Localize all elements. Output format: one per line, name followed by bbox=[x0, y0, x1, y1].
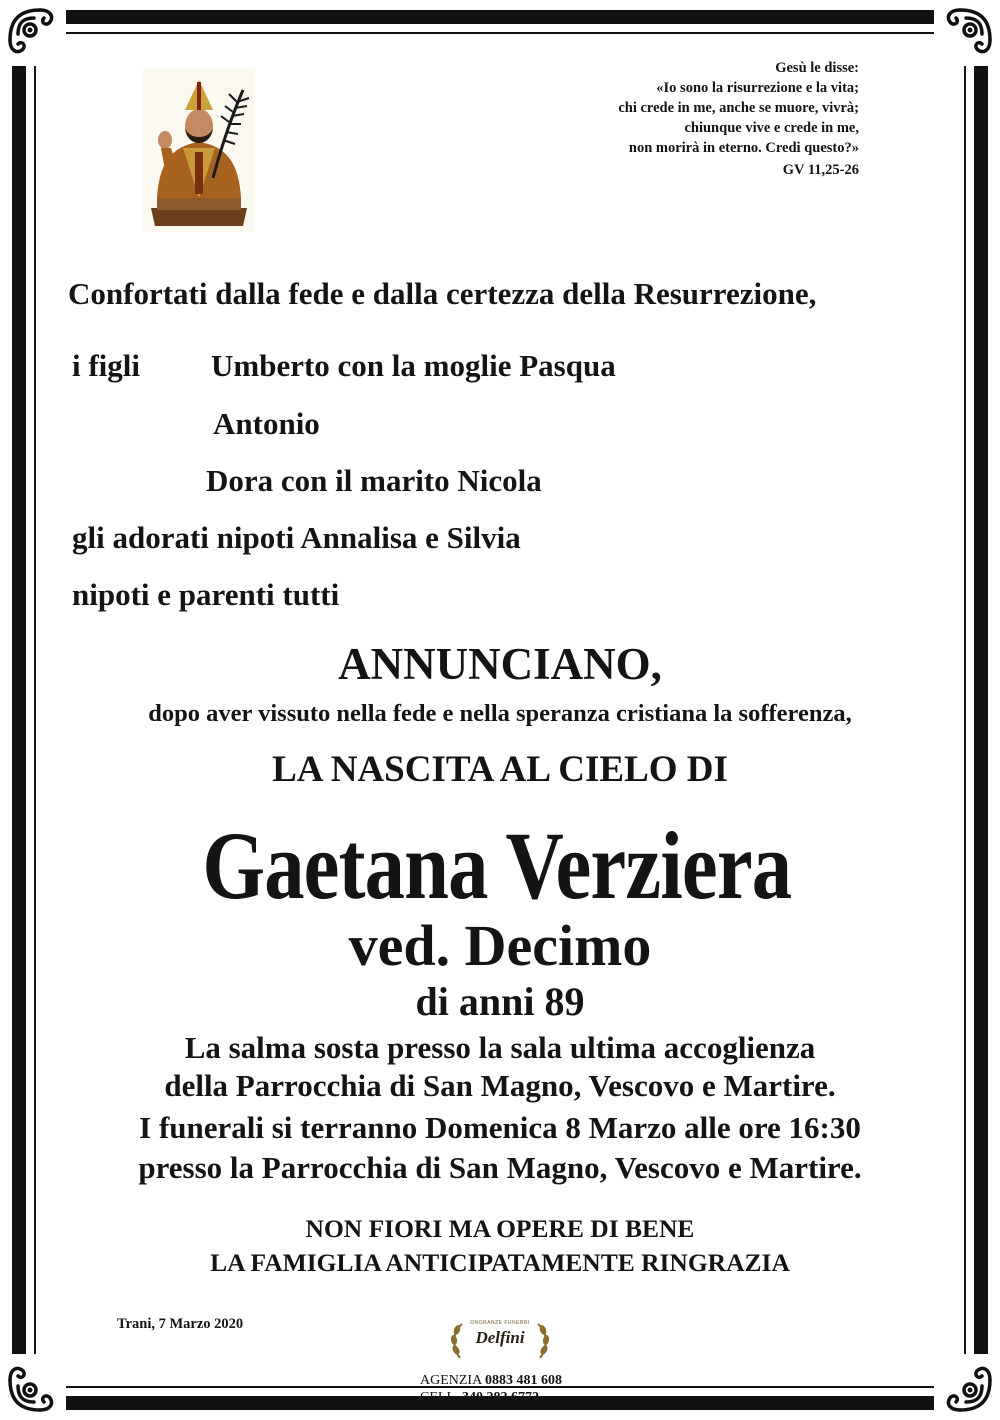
agency-label: AGENZIA bbox=[420, 1373, 482, 1388]
family-member: nipoti e parenti tutti bbox=[72, 577, 340, 612]
flourish-corner-icon bbox=[934, 1354, 1000, 1420]
cell-phone: 340 282 6772 bbox=[462, 1390, 539, 1405]
subheading-line: dopo aver vissuto nella fede e nella speranza cristiana la sofferenza, bbox=[148, 700, 852, 727]
deceased-name: Gaetana Verziera bbox=[202, 812, 792, 919]
quote-line: «Io sono la risurrezione e la vita; bbox=[656, 80, 859, 96]
flourish-corner-icon bbox=[934, 0, 1000, 66]
flourish-corner-icon bbox=[0, 0, 66, 66]
closing-line: LA FAMIGLIA ANTICIPATAMENTE RINGRAZIA bbox=[210, 1248, 790, 1277]
family-member: Dora con il marito Nicola bbox=[206, 463, 542, 498]
closing-line: NON FIORI MA OPERE DI BENE bbox=[305, 1214, 695, 1243]
quote-line: Gesù le disse: bbox=[775, 60, 859, 76]
quote-reference: GV 11,25-26 bbox=[782, 162, 859, 178]
info-line: La salma sosta presso la sala ultima accoglienza bbox=[184, 1030, 816, 1065]
flourish-corner-icon bbox=[0, 1354, 66, 1420]
widow-of: ved. Decimo bbox=[348, 913, 652, 978]
saint-bust-image bbox=[143, 68, 255, 232]
age-line: di anni 89 bbox=[415, 979, 585, 1024]
quote-line: chiunque vive e crede in me, bbox=[684, 120, 859, 136]
annunciano-heading: ANNUNCIANO, bbox=[338, 639, 662, 689]
info-line: della Parrocchia di San Magno, Vescovo e Martire. bbox=[164, 1068, 836, 1103]
quote-line: chi crede in me, anche se muore, vivrà; bbox=[618, 100, 859, 116]
cell-line bbox=[420, 1389, 562, 1406]
cell-label: CELL. bbox=[420, 1390, 459, 1405]
logo-name: Delfini bbox=[475, 1328, 525, 1347]
family-member: Antonio bbox=[213, 406, 320, 441]
place-date: Trani, 7 Marzo 2020 bbox=[117, 1316, 244, 1332]
agency-contacts bbox=[420, 1372, 562, 1406]
nascita-heading: LA NASCITA AL CIELO DI bbox=[272, 749, 728, 790]
quote-line: non morirà in eterno. Credi questo?» bbox=[628, 140, 859, 156]
family-member: gli adorati nipoti Annalisa e Silvia bbox=[72, 520, 521, 555]
logo-subtitle: ONORANZE FUNEBRI bbox=[470, 1320, 530, 1326]
info-line: presso la Parrocchia di San Magno, Vescovo e Martire. bbox=[138, 1150, 862, 1185]
gospel-quote bbox=[559, 58, 859, 180]
figli-label: i figli bbox=[72, 348, 141, 383]
family-member: Umberto con la moglie Pasqua bbox=[211, 348, 616, 383]
agency-line bbox=[420, 1372, 562, 1389]
agency-phone: 0883 481 608 bbox=[484, 1373, 562, 1388]
comfort-line: Confortati dalla fede e dalla certezza della Resurrezione, bbox=[68, 276, 817, 311]
info-line: I funerali si terranno Domenica 8 Marzo alle ore 16:30 bbox=[139, 1110, 861, 1145]
